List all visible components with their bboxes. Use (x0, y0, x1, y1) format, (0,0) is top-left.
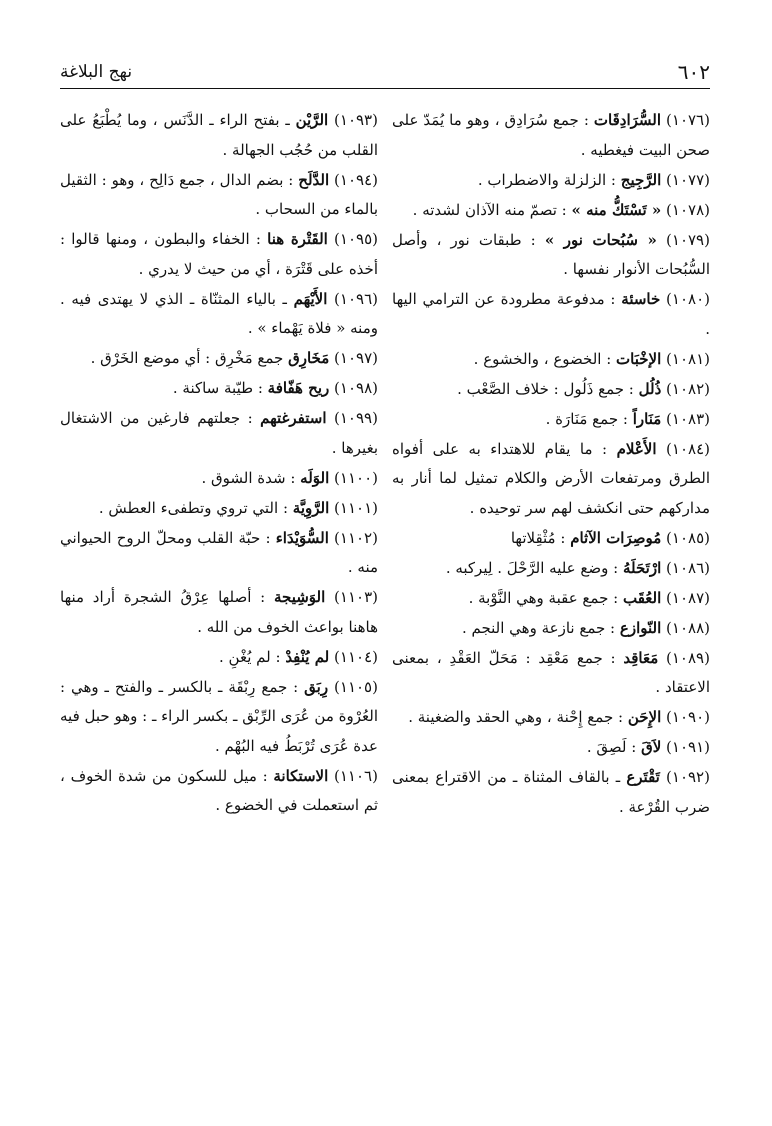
entry-term: النّوازع (619, 618, 662, 637)
entry-number: (١١٠٠) (334, 468, 378, 487)
entry-term: الوَشِيجة (273, 588, 326, 606)
entry-term: القَتْرة هنا (267, 230, 328, 248)
entry-number: (١٠٩٧) (334, 349, 378, 367)
entry-number: (١٠٨٩) (666, 648, 710, 667)
glossary-entry (392, 435, 710, 524)
entry-term: لم يُنْفِدْ (285, 647, 330, 666)
glossary-entry (392, 375, 710, 405)
entry-number: (١١٠٤) (334, 647, 378, 666)
entry-definition: : جمع ذَلُول : خلاف الصَّعْب . (457, 379, 634, 398)
entry-number: (١٠٩١) (666, 738, 710, 756)
entry-term: ريح هَفّافة (267, 379, 330, 397)
glossary-entry (60, 374, 378, 404)
glossary-entry (392, 524, 710, 554)
glossary-entry (60, 166, 378, 225)
glossary-entry (60, 285, 378, 344)
entry-definition: : الزلزلة والاضطراب . (477, 170, 616, 189)
glossary-entry (392, 285, 710, 344)
glossary-entry (392, 166, 710, 196)
entry-number: (١٠٨٢) (666, 379, 710, 398)
entry-number: (١٠٩٦) (334, 289, 378, 308)
glossary-entry (392, 763, 710, 822)
entry-number: (١٠٩٢) (666, 768, 710, 786)
entry-definition: : جعلتهم فارغين من الاشتغال بغيرها . (60, 409, 378, 457)
entry-number: (١٠٨١) (666, 349, 710, 368)
entry-definition: : جمع مَنَارَة . (545, 409, 628, 428)
entry-term: مَنَاراً (632, 409, 662, 428)
page-header (60, 58, 710, 89)
entry-definition: : شدة الشوق . (201, 468, 296, 487)
entry-number: (١٠٩٣) (334, 111, 378, 129)
glossary-entry (392, 106, 710, 165)
entry-definition: : وضع عليه الرَّحْلَ . لِيركبه . (445, 558, 619, 577)
entry-term: الرَّجِيج (620, 170, 662, 189)
entry-number: (١٠٩٩) (334, 409, 378, 427)
entry-term: خاسئة (621, 290, 661, 308)
entry-term: تَقْتَرع (626, 768, 660, 786)
entry-definition: : جمع مَعْقِد : مَحَلّ العَقْدِ ، بمعنى الاعتقاد . (392, 648, 710, 696)
entry-definition: : طيّبة ساكنة . (172, 379, 263, 397)
glossary-entry (392, 405, 710, 435)
entry-definition: : أصلها عِرْقُ الشجرة أراد منها هاهنا بواعث الخوف من الله . (60, 588, 378, 636)
left-column (60, 106, 378, 823)
entry-number: (١٠٩٠) (666, 708, 710, 726)
entry-definition: جمع مَخْرِق : أي موضع الخَرْق . (90, 349, 284, 367)
entry-term: استفرغتهم (260, 409, 327, 427)
entry-term: الأَعْلام (616, 439, 657, 458)
glossary-entry (60, 494, 378, 524)
entry-term: السُّوَيْدَاء (275, 528, 329, 547)
entry-number: (١١٠٥) (334, 677, 378, 696)
glossary-entry (60, 643, 378, 673)
entry-term: لاَقَ (641, 738, 662, 756)
entry-number: (١١٠٦) (334, 766, 378, 785)
entry-term: العُقَب (622, 588, 662, 607)
glossary-entry (60, 762, 378, 821)
entry-definition: : مُثْقِلاتها (510, 528, 566, 547)
entry-number: (١٠٨٥) (666, 528, 710, 547)
glossary-entry (392, 226, 710, 285)
entry-definition: : جمع رِبْقَة ـ بالكسر ـ والفتح ـ وهي : العُرْوة من عُرَى الرِّبْق ـ بكسر الراء ـ : وهو حبل فيه عدة عُرَى تُرْبَطُ فيه البُهْم . (60, 677, 378, 755)
entry-number: (١٠٨٠) (666, 290, 710, 308)
entry-definition: : التي تروي وتطفىء العطش . (98, 498, 288, 517)
entry-term: الاستكانة (273, 766, 329, 785)
glossary-entry (60, 524, 378, 583)
entry-term: « تَسْتَكُّ منه » (571, 200, 662, 219)
entry-definition: : الخفاء والبطون ، ومنها قالوا : أخذه على قَتْرَة ، أي من حيث لا يدري . (60, 230, 378, 278)
glossary-entry (392, 614, 710, 644)
entry-definition: : جمع نازعة وهي النجم . (461, 618, 616, 637)
glossary-entry (60, 673, 378, 762)
entry-number: (١٠٨٧) (666, 588, 710, 607)
entry-definition: : الخضوع ، والخشوع . (473, 349, 612, 368)
entry-definition: : جمع عقبة وهي النَّوْبة . (468, 588, 619, 607)
entry-term: الأَيْهَم (293, 289, 328, 308)
glossary-entry (60, 344, 378, 374)
glossary-entry (392, 733, 710, 763)
entry-number: (١٠٩٨) (334, 379, 378, 397)
entry-definition: : جمع سُرَادِق ، وهو ما يُمَدّ على صحن البيت فيغطيه . (392, 111, 710, 159)
entry-definition: : مدفوعة مطرودة عن الترامي اليها . (392, 290, 710, 338)
entry-term: الرَّوِيَّة (292, 498, 330, 517)
glossary-entry (392, 554, 710, 584)
entry-number: (١٠٩٤) (334, 170, 378, 189)
entry-term: ذُلُل (638, 379, 662, 398)
entry-number: (١١٠١) (334, 498, 378, 517)
entry-term: الدَّلَح (298, 170, 330, 189)
glossary-columns (60, 106, 710, 823)
entry-definition: : ما يقام للاهتداء به على أفواه الطرق ومرتفعات الأرض والكلام تمثيل لما أنار به مداركهم حتى انكشف لهم سر توحيده . (392, 439, 710, 517)
glossary-entry (392, 644, 710, 703)
entry-number: (١٠٧٦) (666, 111, 710, 129)
entry-definition: ـ بفتح الراء ـ الدَّنَس ، وما يُطْبَعُ على القلب من حُجُب الجهالة . (60, 111, 378, 159)
entry-term: السُّرَادِقَات (593, 111, 662, 129)
entry-definition: : لم يُغْنِ . (219, 647, 281, 666)
running-title: نهج البلاغة (60, 62, 133, 82)
entry-definition: : جمع إِحْنة ، وهي الحقد والضغينة . (408, 708, 624, 726)
entry-term: الإِحَن (627, 708, 662, 726)
entry-number: (١٠٧٩) (666, 230, 710, 249)
entry-term: الوَلَه (300, 468, 330, 487)
glossary-entry (60, 106, 378, 165)
entry-definition: : تصمّ منه الآذان لشدته . (412, 200, 567, 219)
glossary-entry (60, 464, 378, 494)
entry-term: رِبَق (304, 677, 329, 696)
entry-definition: ـ بالقاف المثناة ـ من الاقتراع بمعنى ضرب القُرْعة . (392, 768, 710, 816)
glossary-entry (392, 703, 710, 733)
glossary-entry (392, 196, 710, 226)
entry-definition: : ميل للسكون من شدة الخوف ، ثم استعملت في الخضوع . (60, 766, 378, 814)
entry-number: (١١٠٣) (334, 588, 378, 606)
entry-number: (١٠٨٣) (666, 409, 710, 428)
entry-term: مُوصِرَات الآثام (570, 528, 662, 547)
entry-number: (١٠٨٤) (666, 439, 710, 458)
glossary-entry (60, 583, 378, 642)
entry-term: « سُبُحات نور » (544, 230, 657, 249)
entry-number: (١٠٧٧) (666, 170, 710, 189)
entry-number: (١٠٨٦) (666, 558, 710, 577)
entry-term: الإخْبَات (616, 349, 662, 368)
glossary-entry (392, 584, 710, 614)
entry-definition: : حبّة القلب ومحلّ الروح الحيواني منه . (60, 528, 378, 576)
entry-number: (١١٠٢) (334, 528, 378, 547)
page-number: ٦٠٢ (677, 60, 710, 84)
right-column (392, 106, 710, 823)
entry-definition: ـ بالياء المثنّاة ـ الذي لا يهتدى فيه . ومنه « فلاة يَهْماء » . (60, 289, 378, 337)
entry-term: ارْتَحَلَهُ (622, 558, 662, 577)
entry-number: (١٠٧٨) (666, 200, 710, 219)
glossary-entry (392, 345, 710, 375)
entry-definition: : لَصِقَ . (586, 738, 637, 756)
entry-definition: : بضم الدال ، جمع دَالِح ، وهو : الثقيل بالماء من السحاب . (60, 170, 378, 218)
entry-term: الرَّيْن (295, 111, 329, 129)
entry-number: (١٠٩٥) (334, 230, 378, 248)
glossary-entry (60, 404, 378, 463)
entry-number: (١٠٨٨) (666, 618, 710, 637)
glossary-entry (60, 225, 378, 284)
entry-term: مَخَارِق (288, 349, 330, 367)
entry-term: مَعَاقِد (623, 648, 659, 667)
entry-definition: : طبقات نور ، وأصل السُّبُحات الأنوار نفسها . (392, 230, 710, 278)
